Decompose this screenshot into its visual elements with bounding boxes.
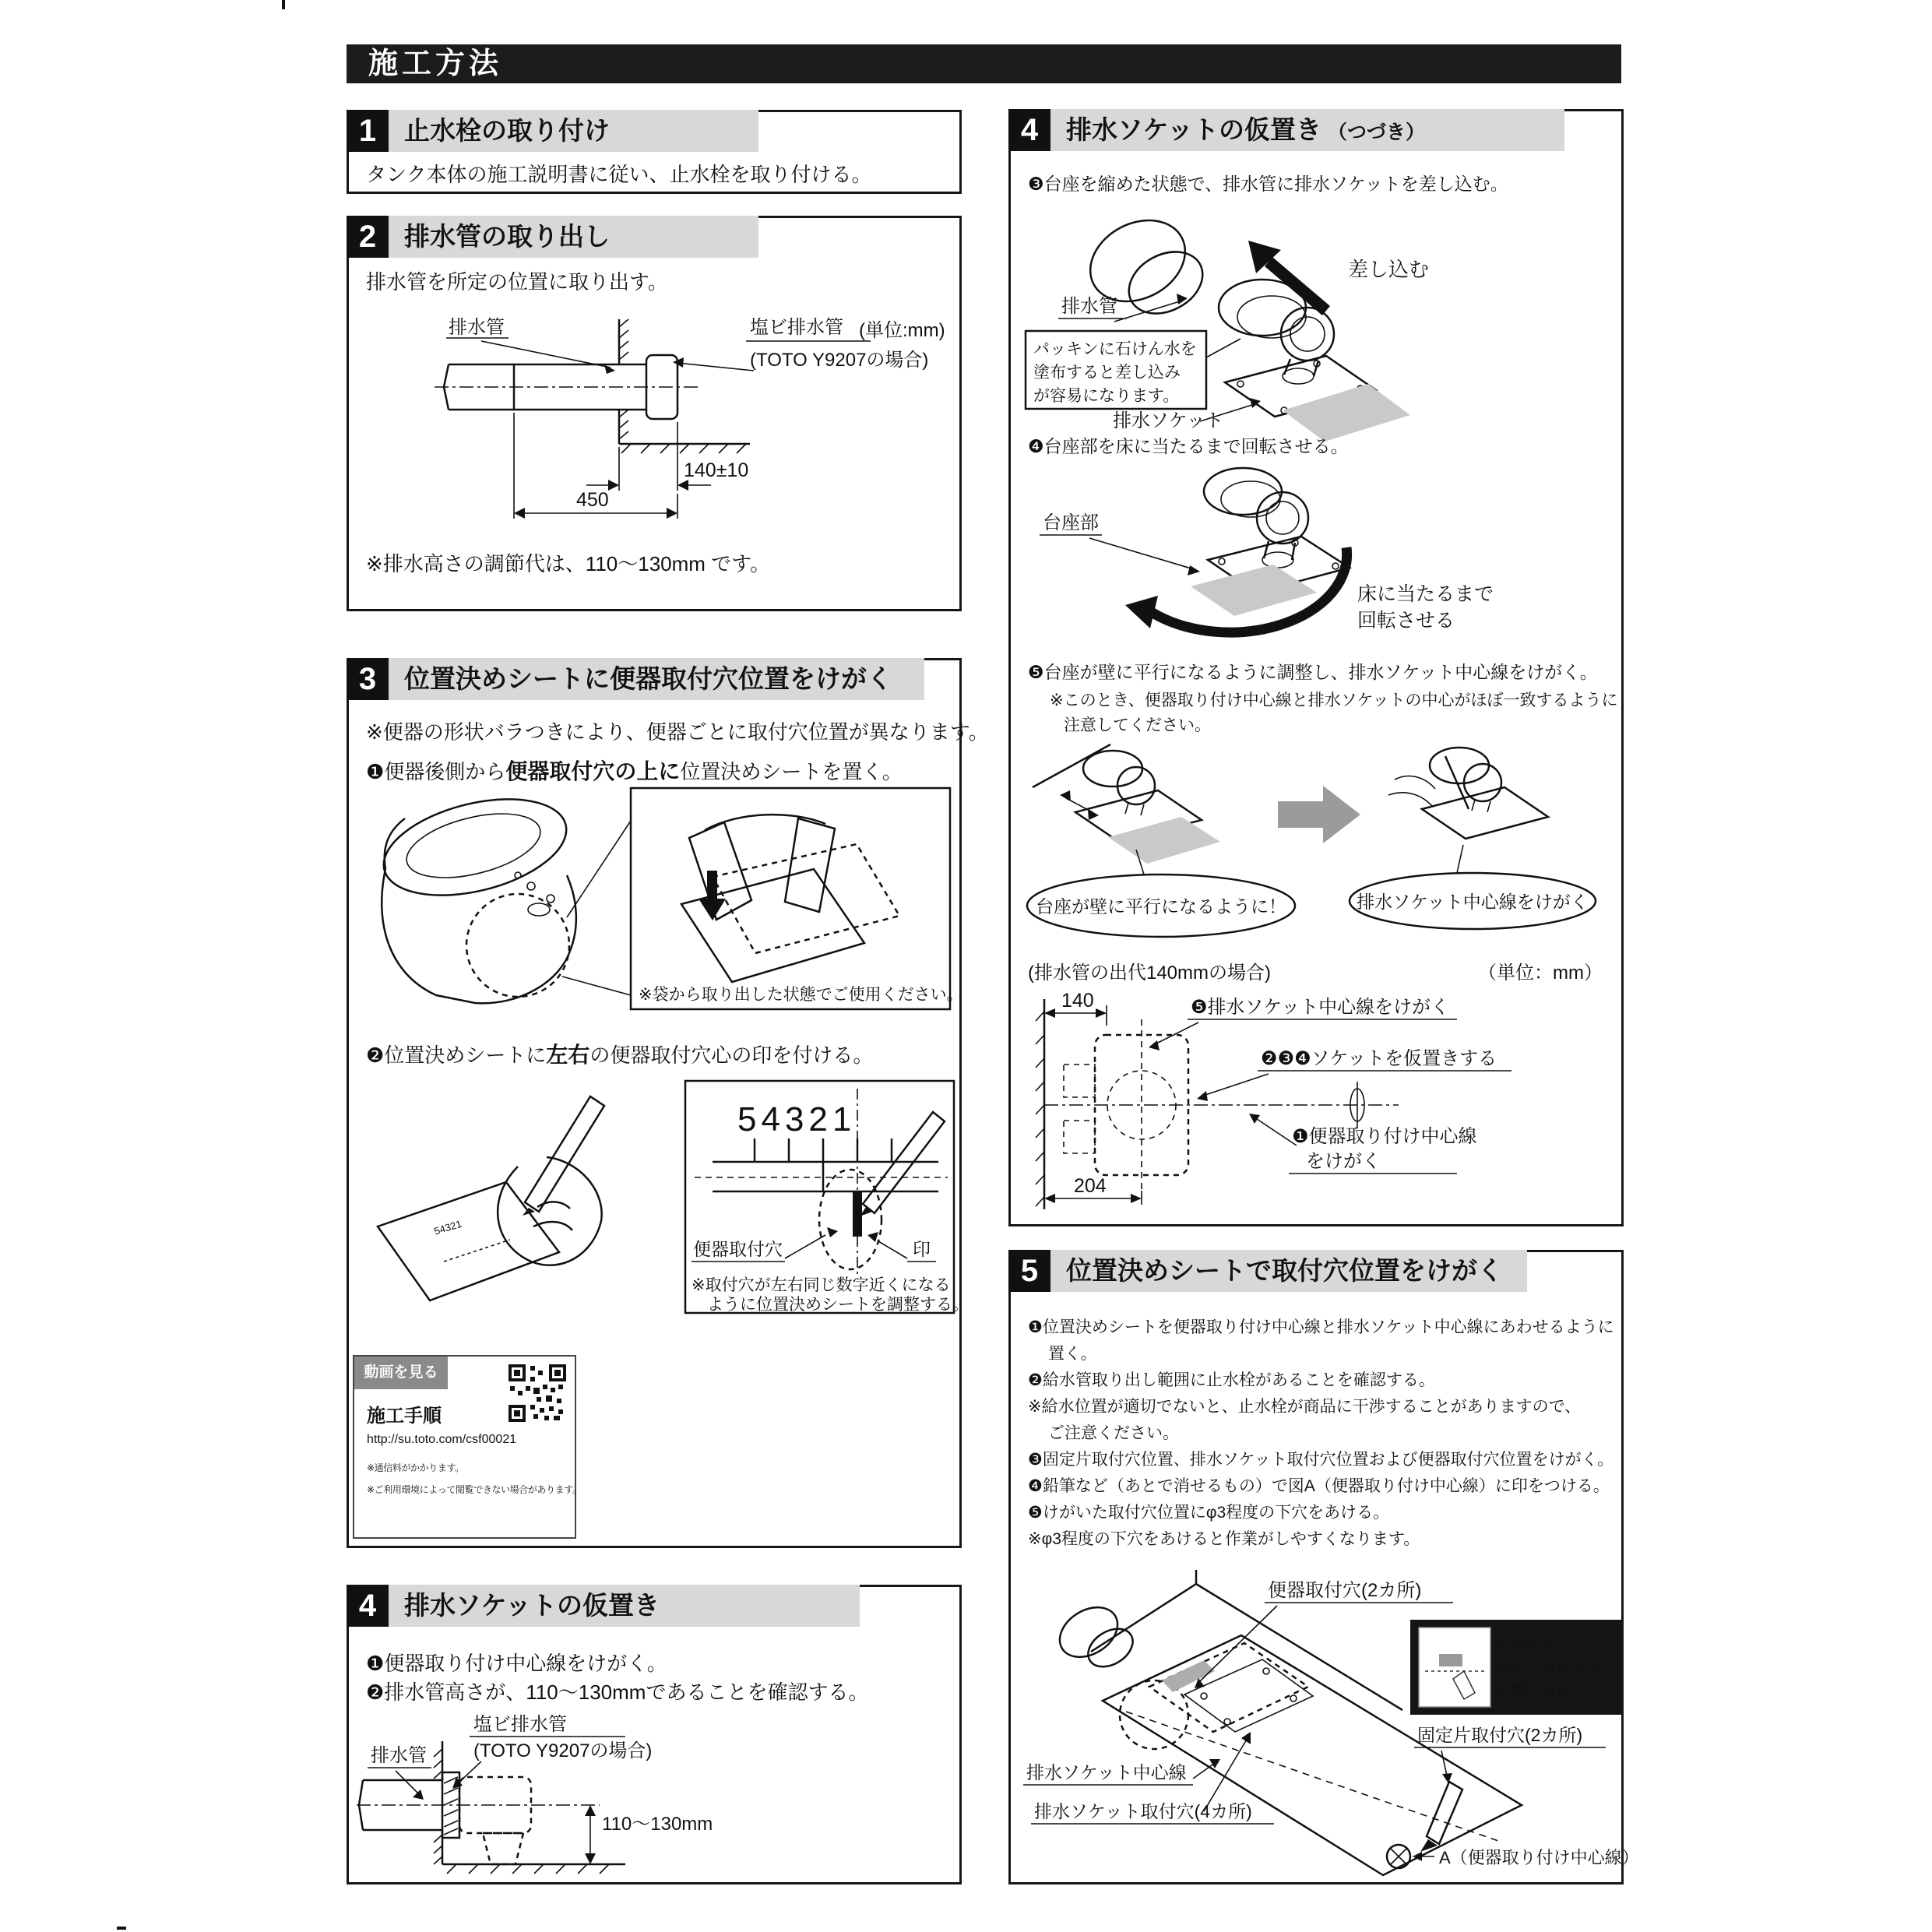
section-3-title: 位置決めシートに便器取付穴位置をけがく <box>404 664 892 693</box>
pencil <box>1427 1782 1462 1844</box>
step-line: ※給水位置が適切でないと、止水栓が商品に干渉することがありますので、 <box>1028 1398 1582 1416</box>
dim-arrow-icon <box>608 480 619 491</box>
qr-code <box>509 1364 566 1422</box>
next-arrow-icon <box>1278 786 1360 843</box>
video-badge: 動画を見る <box>354 1357 448 1389</box>
label-socket-temp: ❷❸❹ソケットを仮置きする <box>1261 1048 1497 1069</box>
section-2-header <box>389 216 758 258</box>
rotate-label-1: 床に当たるまで <box>1357 583 1494 605</box>
section-4-right-header <box>1050 109 1564 151</box>
rotate-arrowhead-icon <box>1125 596 1158 628</box>
dim-110-130: 110〜130mm <box>602 1814 713 1835</box>
section-3-number: 3 <box>347 658 389 700</box>
mark-a-label: A（便器取り付け中心線） <box>1439 1848 1639 1867</box>
s4l-step1: ❶便器取り付け中心線をけがく。 <box>366 1652 667 1675</box>
arrow-icon <box>1249 1114 1260 1124</box>
dim-arrow-icon <box>1060 790 1071 801</box>
pipe-label: 排水管 <box>1061 296 1117 317</box>
section-3-header <box>389 658 924 700</box>
mounting-area-dashed-circle <box>466 894 569 997</box>
section-4-right <box>1008 109 1624 1226</box>
s4l-step2: ❷排水管高さが、110〜130mmであることを確認する。 <box>366 1680 869 1704</box>
page-title: 施工方法 <box>347 44 1621 83</box>
callout-left-label: 台座が壁に平行になるように！ <box>1036 896 1286 917</box>
crop-mark-bottom <box>117 1927 126 1930</box>
step-line: ❶位置決めシートを便器取り付け中心線と排水ソケット中心線にあわせるように <box>1028 1318 1614 1336</box>
inset-mini-diagram <box>1419 1628 1490 1707</box>
dim-140: 140±10 <box>684 459 749 481</box>
callout-line-2: 塗布すると差し込み <box>1033 364 1181 382</box>
dashed-ellipse <box>819 1170 882 1269</box>
s4r-case-label: (排水管の出代140mmの場合) <box>1028 962 1272 984</box>
arrow-icon <box>827 1227 838 1237</box>
floor-hatch <box>621 444 746 453</box>
shadow <box>1283 384 1410 442</box>
hole-label: 便器取付穴 <box>693 1239 783 1259</box>
arrow-icon <box>1188 565 1200 575</box>
socket-adjust-diagram <box>1021 741 1613 939</box>
step-line: ※φ3程度の下穴をあけると作業がしやすくなります。 <box>1028 1530 1420 1548</box>
step-line: ❹鉛筆など（あとで消せるもの）で図A（便器取り付け中心線）に印をつける。 <box>1028 1477 1610 1495</box>
dim-arrow-icon <box>514 508 525 519</box>
socket-flange <box>1219 280 1306 336</box>
inset-note-1: ※取付穴が左右同じ数字近くになる <box>692 1276 951 1294</box>
video-title: 施工手順 <box>367 1406 442 1427</box>
dim-204-label: 204 <box>1074 1175 1107 1197</box>
socket-centerline-label: 排水ソケット中心線 <box>1026 1762 1187 1782</box>
toilet-rim <box>374 783 576 913</box>
inset-text-3: 位置でけがく <box>1495 1683 1589 1700</box>
inset-box <box>631 788 950 1009</box>
section-1-body: タンク本体の施工説明書に従い、止水栓を取り付ける。 <box>366 163 872 186</box>
crop-mark-top <box>282 0 285 9</box>
s4r-note-2: 注意してください。 <box>1064 716 1211 734</box>
pvc-label: 塩ビ排水管 <box>473 1714 567 1735</box>
s4r-note-1: ※このとき、便器取り付け中心線と排水ソケットの中心がほぼ一致するように <box>1050 692 1618 709</box>
section-2 <box>347 216 962 611</box>
sheet-in-hand <box>378 1182 559 1300</box>
dim-140-label: 140 <box>1061 990 1094 1012</box>
drain-pipe-dimension-diagram <box>357 310 948 536</box>
sheet-dashed-outline <box>713 844 899 953</box>
label-toilet-centerline-2: をけがく <box>1306 1151 1381 1172</box>
ruler-scale <box>713 1138 938 1191</box>
inset-text-2: けがいた印と同じ <box>1495 1660 1620 1677</box>
s4r-step4: ❹台座部を床に当たるまで回転させる。 <box>1028 436 1349 456</box>
section-2-title: 排水管の取り出し <box>404 222 610 251</box>
section-4-right-number: 4 <box>1008 109 1050 151</box>
ruler-numbers: 54321 <box>737 1100 857 1138</box>
shadow <box>1191 565 1317 616</box>
dim-arrow-icon <box>677 480 688 491</box>
fixing-hole-label: 固定片取付穴(2カ所) <box>1417 1725 1583 1745</box>
socket-insert-diagram <box>1021 205 1613 431</box>
mark-bar <box>853 1191 862 1237</box>
hand <box>498 1157 602 1265</box>
step-line: ❺けがいた取付穴位置にφ3程度の下穴をあける。 <box>1028 1504 1390 1522</box>
pencil <box>525 1096 604 1212</box>
dim-arrow-icon <box>1088 809 1099 820</box>
s4r-unit-label: （単位：mm） <box>1478 962 1603 984</box>
unit-label: (単位:mm) <box>859 320 945 341</box>
section-4-left-number: 4 <box>347 1585 389 1627</box>
base-label: 台座部 <box>1043 512 1099 533</box>
section-4-right-suffix: （つづき） <box>1328 121 1426 143</box>
drain-height-diagram <box>357 1712 941 1877</box>
section-5-steps <box>1028 1314 1614 1553</box>
section-5-number: 5 <box>1008 1250 1050 1292</box>
toilet-body <box>382 818 576 1003</box>
mark-label: 印 <box>913 1239 931 1259</box>
pipe-label: 排水管 <box>371 1745 427 1766</box>
dim-arrow-icon <box>1044 1008 1055 1018</box>
step-line: ❷給水管取り出し範囲に止水栓があることを確認する。 <box>1028 1371 1435 1389</box>
section-5 <box>1008 1250 1639 1884</box>
section-2-number: 2 <box>347 216 389 258</box>
socket-dashed-lower <box>483 1833 523 1864</box>
section-1 <box>347 110 962 194</box>
step-line: ❸固定片取付穴位置、排水ソケット取付穴位置および便器取付穴位置をけがく。 <box>1028 1451 1614 1469</box>
s4r-step3: ❸台座を縮めた状態で、排水管に排水ソケットを差し込む。 <box>1028 174 1508 194</box>
arrow-icon <box>1241 1732 1251 1744</box>
section-3 <box>347 658 989 1548</box>
step-line: 置く。 <box>1048 1345 1097 1363</box>
label-toilet-centerline-1: ❶便器取り付け中心線 <box>1292 1126 1477 1147</box>
inset-text-1: 位置決めシートに <box>1495 1638 1620 1655</box>
s4r-step5: ❺台座が壁に平行になるように調整し、排水ソケット中心線をけがく。 <box>1028 662 1598 682</box>
dim-arrow-icon <box>667 508 677 519</box>
dim-450: 450 <box>576 489 609 511</box>
video-box <box>353 1355 582 1539</box>
insert-label: 差し込む <box>1348 258 1430 281</box>
section-1-title: 止水栓の取り付け <box>404 116 610 145</box>
arrow-icon <box>867 1232 878 1242</box>
socket-holes-label: 排水ソケット取付穴(4カ所) <box>1034 1801 1252 1821</box>
dim-arrow-icon <box>585 1853 596 1864</box>
section-4-left-title: 排水ソケットの仮置き <box>404 1591 660 1620</box>
arrow-icon <box>1197 1091 1208 1101</box>
section-3-step1: ❶便器後側から便器取付穴の上に位置決めシートを置く。 <box>366 759 903 783</box>
section-2-body: 排水管を所定の位置に取り出す。 <box>366 270 668 294</box>
dim-arrow-icon <box>585 1805 596 1816</box>
socket-dimension-diagram <box>1021 990 1613 1219</box>
scribed-mark <box>1162 1660 1215 1692</box>
pvc-label-2: (TOTO Y9207の場合) <box>473 1740 653 1761</box>
wall-hatch <box>619 319 628 439</box>
section-4-left <box>347 1585 962 1884</box>
arrow-icon <box>604 364 615 374</box>
callout-line-1: パッキンに石けん水を <box>1033 340 1197 358</box>
video-note-2: ※ご利用環境によって閲覧できない場合があります。 <box>367 1484 582 1495</box>
wall-hatch <box>1036 1012 1044 1206</box>
shadow <box>1108 817 1220 864</box>
section-3-step2: ❷位置決めシートに左右の便器取付穴心の印を付ける。 <box>366 1043 874 1067</box>
toilet-hole-label: 便器取付穴(2カ所) <box>1268 1580 1422 1601</box>
down-arrow-icon <box>707 871 717 899</box>
video-note-1: ※通信料がかかります。 <box>367 1462 464 1473</box>
wall-hatch <box>434 1749 442 1864</box>
toilet-sheet-placement-diagram <box>358 783 963 1013</box>
section-3-note: ※便器の形状バラつきにより、便器ごとに取付穴位置が異なります。 <box>366 720 989 744</box>
socket-rotate-diagram <box>1021 462 1613 645</box>
pipe-label: 排水管 <box>449 317 505 338</box>
label-centerline: ❺排水ソケット中心線をけがく <box>1191 997 1450 1018</box>
socket-base <box>1422 787 1548 839</box>
section-2-note: ※排水高さの調節代は、110〜130mm です。 <box>366 552 771 575</box>
rotate-label-2: 回転させる <box>1357 610 1455 632</box>
hand <box>1388 776 1435 806</box>
sheet-marking-diagram <box>358 1067 969 1324</box>
callout-line-3: が容易になります。 <box>1033 387 1180 405</box>
socket-label: 排水ソケット <box>1113 410 1224 431</box>
pvc-label-2: (TOTO Y9207の場合) <box>750 350 929 371</box>
dim-arrow-icon <box>1044 1194 1055 1203</box>
section-1-header <box>389 110 758 152</box>
video-url: http://su.toto.com/csf00021 <box>367 1433 517 1446</box>
section-5-title: 位置決めシートで取付穴位置をけがく <box>1066 1256 1503 1285</box>
floor-hatch <box>447 1864 609 1874</box>
sheet-ruler-numbers-small: 54321 <box>432 1217 463 1237</box>
dim-arrow-icon <box>1131 1194 1142 1203</box>
arrow-icon <box>1149 1040 1160 1050</box>
sheet-scribing-diagram <box>1017 1570 1639 1881</box>
dim-arrow-icon <box>1096 1008 1107 1018</box>
step-line: ご注意ください。 <box>1048 1424 1179 1442</box>
inset-note: ※袋から取り出した状態でご使用ください。 <box>639 986 963 1004</box>
section-4-right-title: 排水ソケットの仮置き <box>1066 115 1322 144</box>
section-4-left-header <box>389 1585 860 1627</box>
inset-note-2: ように位置決めシートを調整する。 <box>707 1296 969 1314</box>
pvc-label: 塩ビ排水管 <box>750 317 843 338</box>
section-5-header <box>1050 1250 1527 1292</box>
callout-right-label: 排水ソケット中心線をけがく <box>1357 892 1589 912</box>
arrow-icon <box>413 1789 424 1800</box>
section-1-number: 1 <box>347 110 389 152</box>
